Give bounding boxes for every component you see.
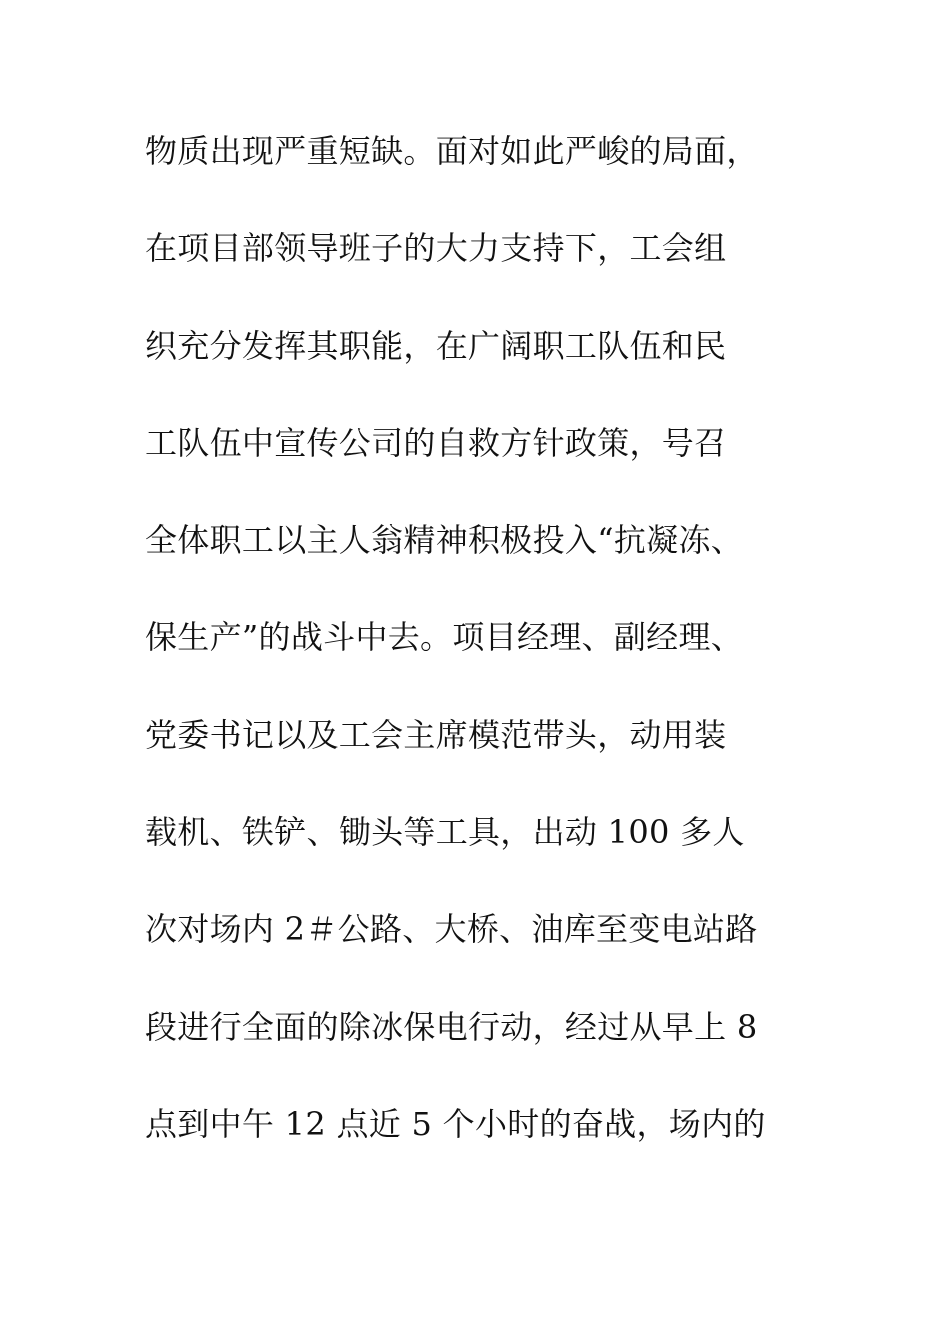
text-line: 点到中午 12 点近 5 个小时的奋战，场内的 bbox=[145, 1104, 766, 1143]
text-line: 全体职工以主人翁精神积极投入“抗凝冻、 bbox=[145, 521, 744, 560]
text-line: 次对场内 2＃公路、大桥、油库至变电站路 bbox=[145, 910, 758, 949]
text-line: 在项目部领导班子的大力支持下，工会组 bbox=[145, 229, 727, 268]
text-line: 工队伍中宣传公司的自救方针政策，号召 bbox=[145, 423, 727, 462]
text-line: 物质出现严重短缺。面对如此严峻的局面， bbox=[145, 132, 759, 170]
text-line: 载机、铁铲、锄头等工具，出动 100 多人 bbox=[145, 813, 745, 852]
body-paragraph bbox=[145, 127, 835, 1197]
text-line: 织充分发挥其职能，在广阔职工队伍和民 bbox=[145, 326, 727, 365]
text-line: 段进行全面的除冰保电行动，经过从早上 8 bbox=[145, 1007, 758, 1046]
text-line: 保生产”的战斗中去。项目经理、副经理、 bbox=[145, 618, 744, 657]
text-line: 党委书记以及工会主席模范带头，动用装 bbox=[145, 715, 727, 754]
